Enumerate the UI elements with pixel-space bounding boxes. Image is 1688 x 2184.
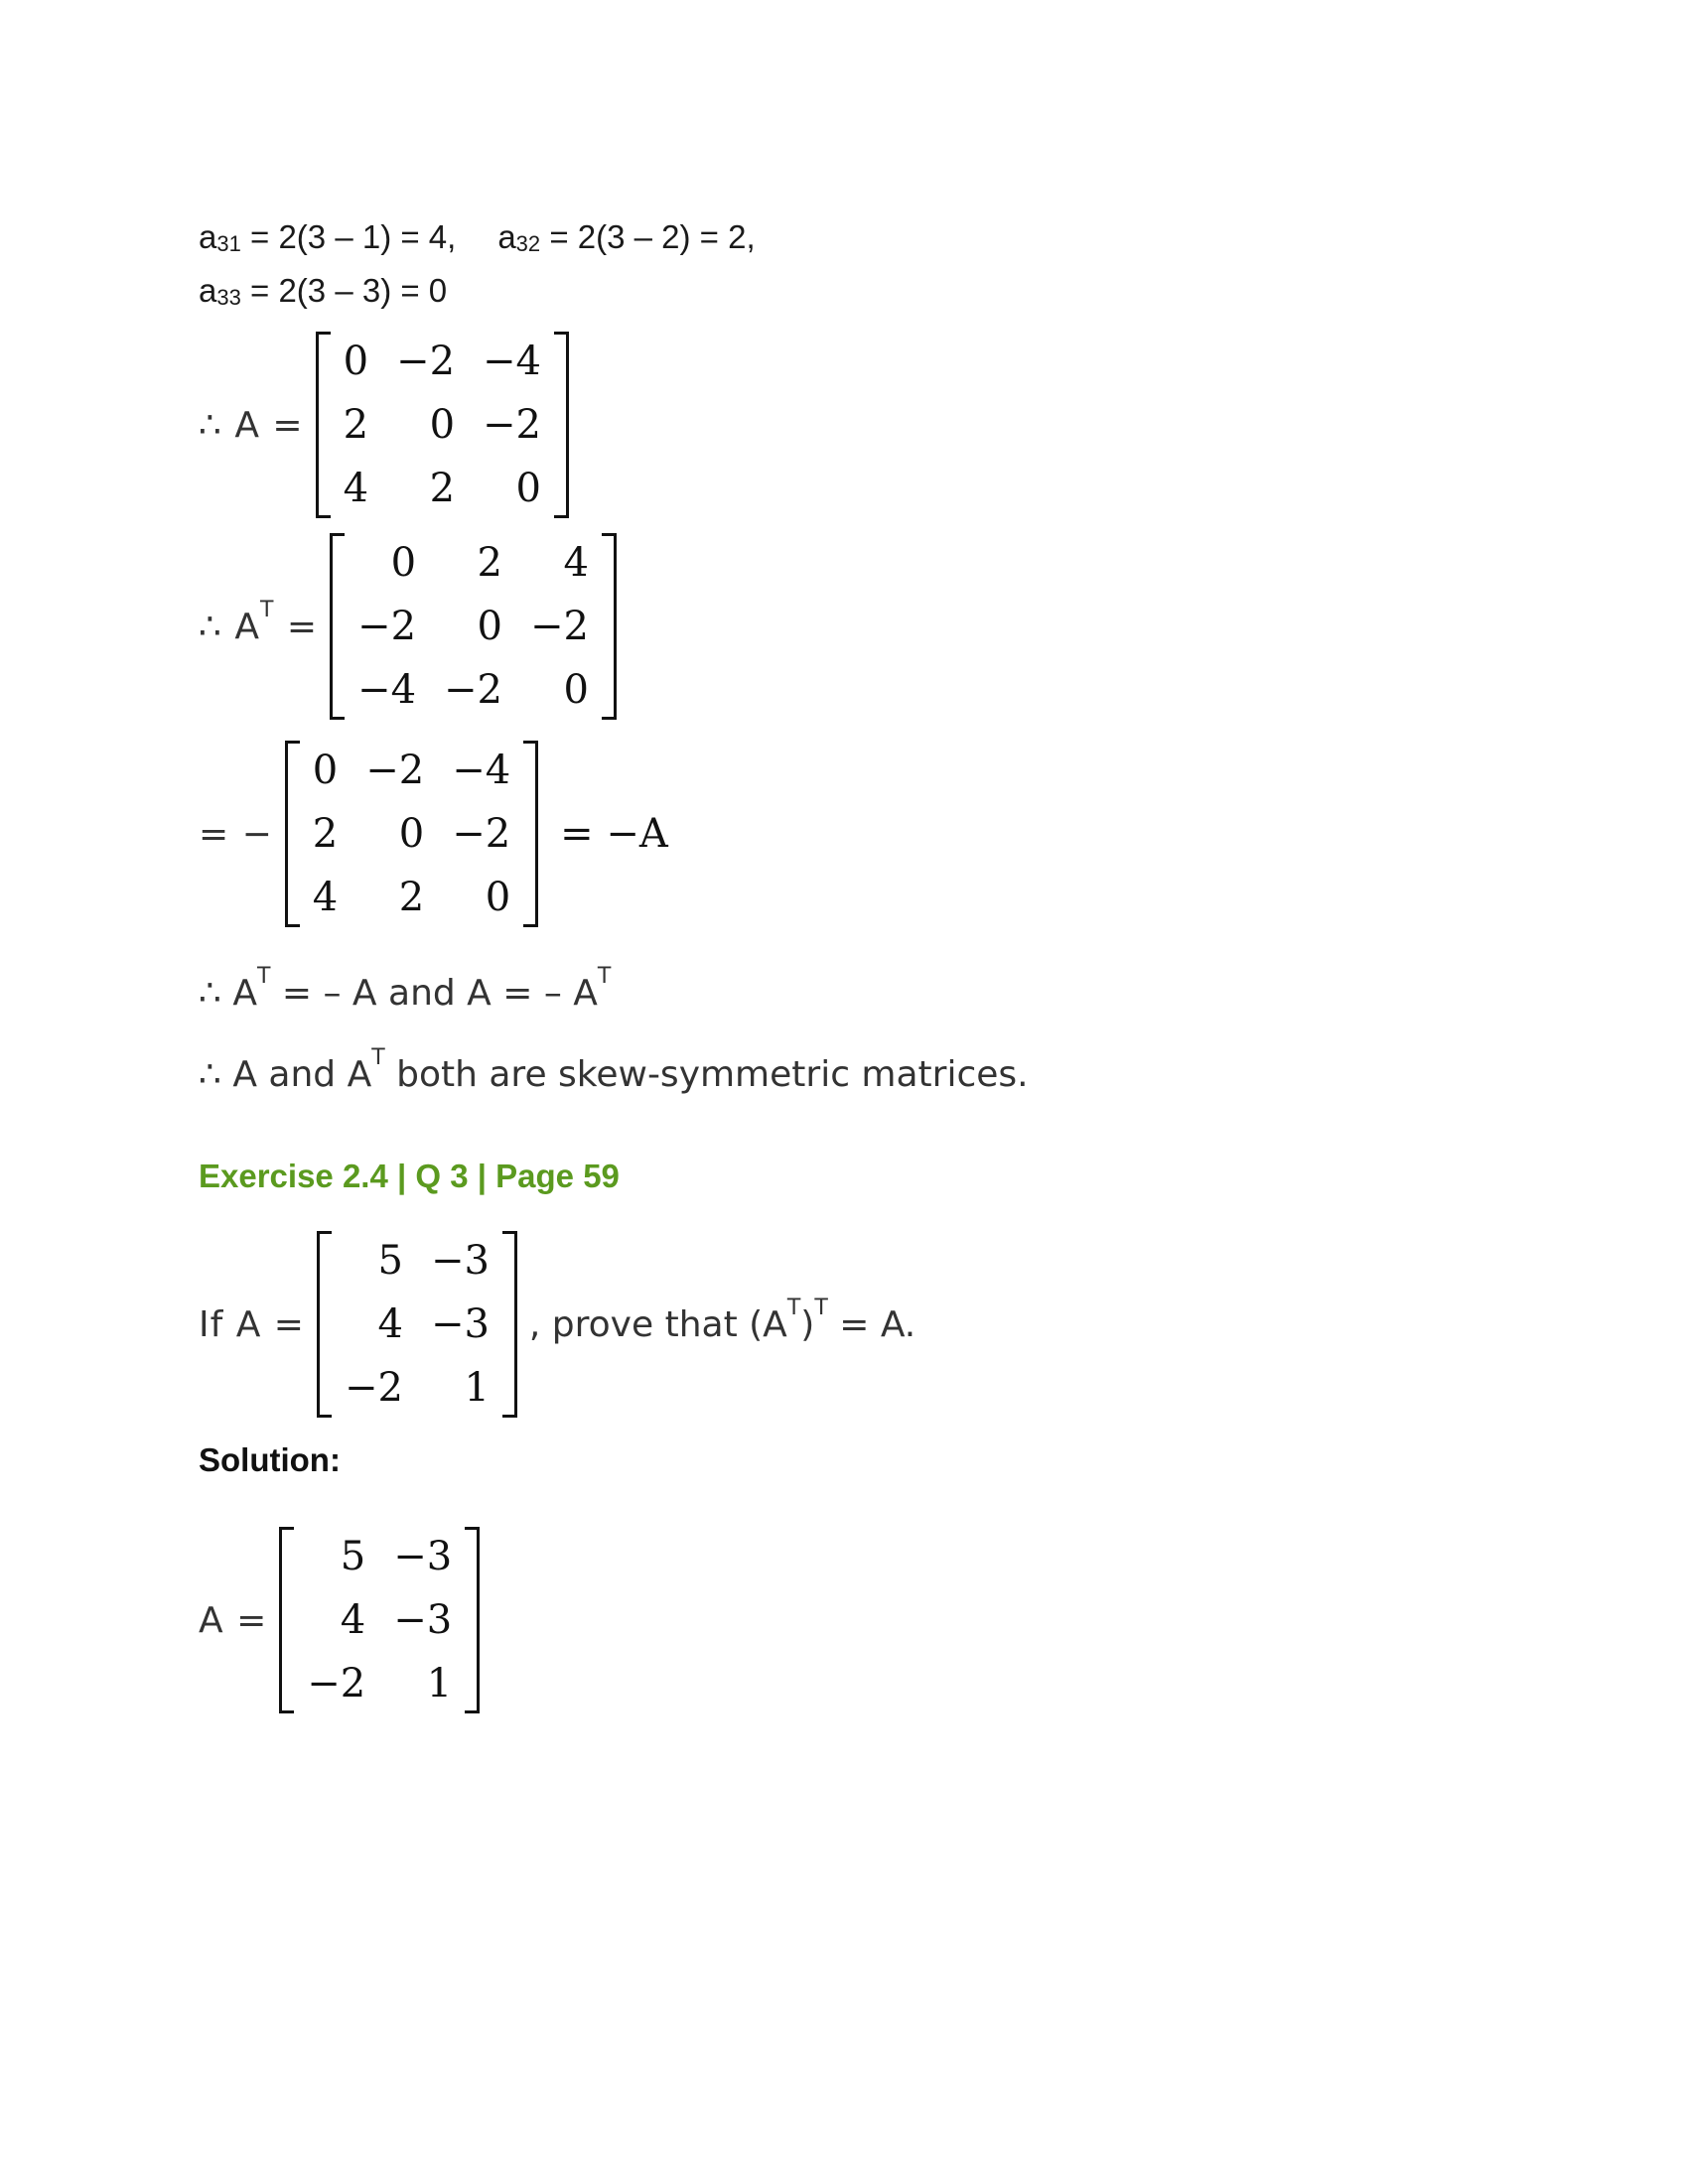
matrix-cell: 2 [429, 466, 456, 511]
matrix-row [299, 802, 524, 866]
matrix-row [331, 1229, 503, 1293]
question-part1: , prove that (A [528, 1303, 787, 1345]
conclusion2-part1: ∴ A and A [199, 1054, 372, 1095]
matrix-cell: −2 [307, 1661, 366, 1706]
matrix-cell: 4 [312, 875, 339, 920]
matrix-cell: 2 [398, 875, 425, 920]
matrix-row [330, 393, 555, 457]
matrix-cell: −4 [357, 667, 417, 713]
a33-line [199, 274, 447, 309]
a32-name: a [497, 218, 516, 255]
matrix-cell: 0 [563, 667, 589, 713]
matrix-cell: 4 [377, 1301, 403, 1347]
matrix-at [330, 531, 617, 722]
matrix-cell: 4 [343, 466, 369, 511]
matrix-cell: 0 [429, 402, 456, 448]
transpose-sup: T [814, 1295, 828, 1320]
solution-label: Solution: [199, 1441, 341, 1478]
solution-equation [199, 1525, 480, 1715]
a31-expr: = 2(3 – 1) = 4, [240, 218, 457, 255]
matrix-cell: −3 [393, 1597, 453, 1643]
solution-matrix [279, 1525, 480, 1715]
a33-name: a [199, 272, 217, 309]
matrix-cell: −3 [430, 1301, 490, 1347]
matrix-row [344, 658, 603, 722]
matrix-row [299, 866, 524, 929]
matrix-cell: −2 [344, 1365, 403, 1411]
matrix-cell: 0 [312, 748, 339, 793]
matrix-cell: −2 [357, 604, 417, 649]
matrix-row [293, 1588, 466, 1652]
a33-expr: = 2(3 – 3) = 0 [240, 272, 448, 309]
matrix-cell: −3 [393, 1534, 453, 1579]
transpose-sup: T [256, 964, 271, 989]
matrix-cell: 2 [312, 811, 339, 857]
question-label: If A = [199, 1303, 305, 1345]
matrix-cell: 0 [343, 339, 369, 384]
question-equation [199, 1229, 915, 1420]
a32-sub: 32 [515, 231, 541, 256]
question-matrix [317, 1229, 517, 1420]
matrix-cell: 4 [340, 1597, 366, 1643]
matrix-cell: 1 [464, 1365, 490, 1411]
matrix-cell: 2 [343, 402, 369, 448]
question-part2: ) [800, 1303, 815, 1345]
matrix-cell: 5 [377, 1238, 403, 1284]
conclusion1-part2: = – A and A = – A [270, 973, 598, 1014]
matrix-cell: 0 [515, 466, 541, 511]
conclusion1-part1: ∴ A [199, 973, 257, 1014]
question-statement [528, 1295, 916, 1345]
matrix-cell: 0 [398, 811, 425, 857]
matrix-cell: −2 [529, 604, 589, 649]
matrix-cell: −4 [483, 339, 541, 384]
transpose-sup: T [371, 1045, 385, 1070]
matrix-a-label: ∴ A = [199, 404, 304, 446]
matrix-cell: −2 [483, 402, 541, 448]
conclusion-line-2 [199, 1045, 1029, 1095]
matrix-row [331, 1293, 503, 1356]
matrix-cell: 5 [340, 1534, 366, 1579]
negative-a-result: = −A [560, 811, 668, 857]
matrix-a-equation [199, 330, 569, 520]
a31-a32-line [199, 220, 756, 255]
matrix-row [344, 531, 603, 595]
transpose-sup: T [597, 964, 612, 989]
matrix-row [299, 739, 524, 802]
matrix-cell: −3 [430, 1238, 490, 1284]
negative-a-equation [199, 739, 668, 929]
a32-expr: = 2(3 – 2) = 2, [540, 218, 756, 255]
solution-matrix-label: A = [199, 1599, 268, 1641]
matrix-a [316, 330, 569, 520]
transpose-sup: T [259, 597, 275, 622]
matrix-at-equation [199, 531, 617, 722]
matrix-row [330, 330, 555, 393]
negative-a-label: = − [199, 813, 273, 855]
matrix-cell: 0 [477, 604, 502, 649]
matrix-row [330, 457, 555, 520]
matrix-at-label [199, 597, 319, 647]
transpose-sup: T [786, 1295, 801, 1320]
matrix-cell: −2 [444, 667, 502, 713]
matrix-cell: −2 [396, 339, 456, 384]
matrix-row [293, 1525, 466, 1588]
conclusion-line-1 [199, 964, 612, 1014]
matrix-row [331, 1356, 503, 1420]
matrix-cell: 4 [563, 540, 589, 586]
matrix-neg-a [285, 739, 538, 929]
conclusion2-part2: both are skew-symmetric matrices. [384, 1054, 1029, 1095]
matrix-cell: 0 [390, 540, 417, 586]
a31-sub: 31 [216, 231, 241, 256]
matrix-cell: −2 [365, 748, 425, 793]
a31-name: a [199, 218, 217, 255]
question-part3: = A. [827, 1303, 916, 1345]
matrix-row [293, 1652, 466, 1715]
matrix-cell: 2 [477, 540, 502, 586]
matrix-cell: −2 [452, 811, 511, 857]
matrix-cell: 1 [426, 1661, 453, 1706]
exercise-heading: Exercise 2.4 | Q 3 | Page 59 [199, 1158, 620, 1194]
matrix-at-label-prefix: ∴ A [199, 606, 260, 647]
matrix-cell: −4 [452, 748, 511, 793]
matrix-row [344, 595, 603, 658]
a33-sub: 33 [216, 285, 241, 310]
matrix-cell: 0 [485, 875, 511, 920]
matrix-at-label-suffix: = [274, 606, 319, 647]
